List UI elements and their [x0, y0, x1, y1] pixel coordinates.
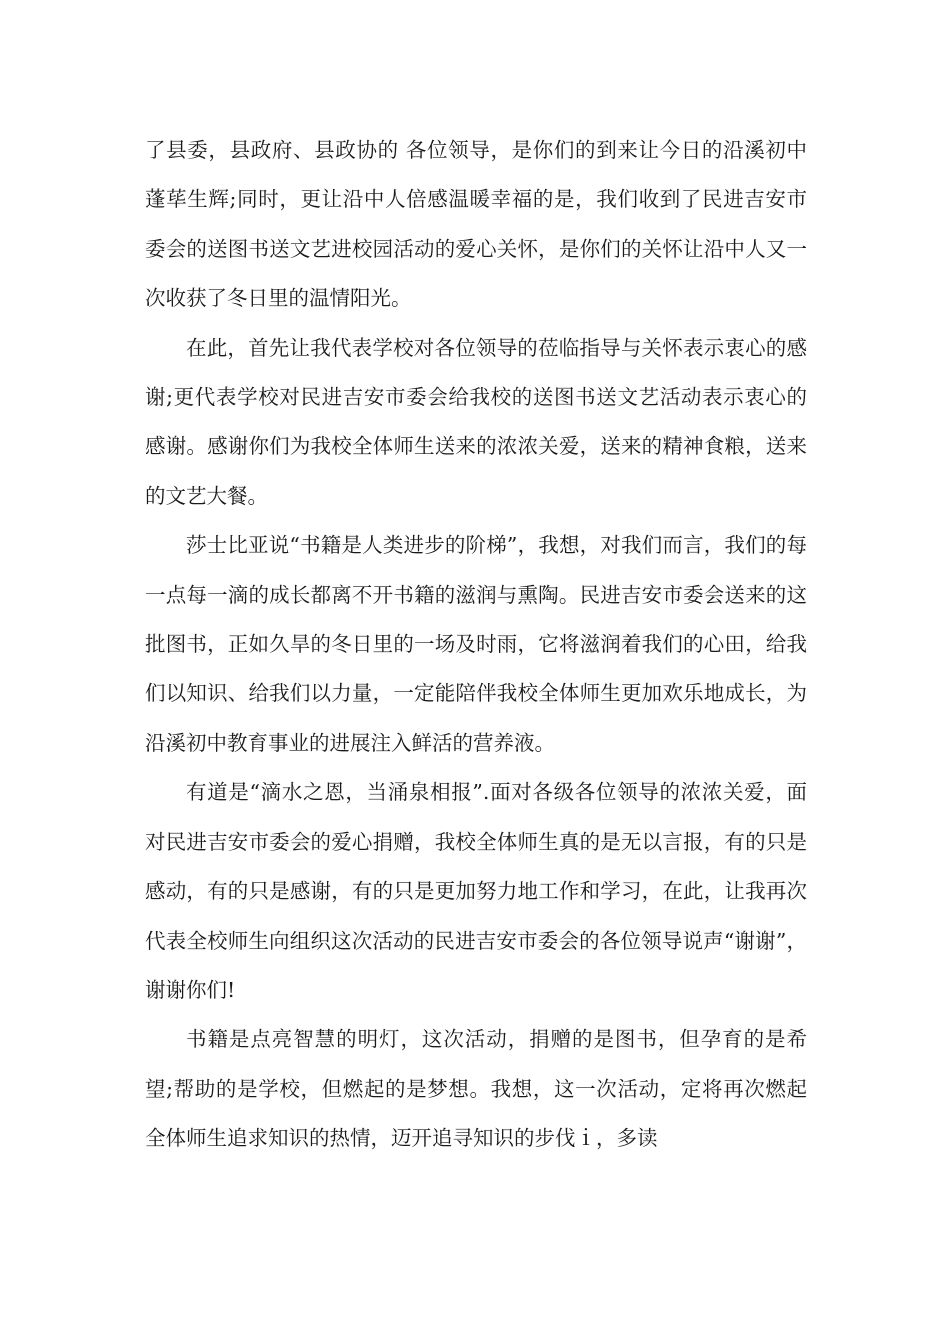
paragraph-3: 莎士比亚说“书籍是人类进步的阶梯”，我想，对我们而言，我们的每一点每一滴的成长都离不开书籍的滋润与熏陶。民进吉安市委会送来的这批图书，正如久旱的冬日里的一场及时雨，它将滋润着我们的心田，给我们以知识、给我们以力量，一定能陪伴我校全体师生更加欢乐地成长，为沿溪初中教育事业的进展注入鲜活的营养液。 — [145, 533, 807, 755]
paragraph-4: 有道是“滴水之恩，当涌泉相报”.面对各级各位领导的浓浓关爱，面对民进吉安市委会的爱心捐赠，我校全体师生真的是无以言报，有的只是感动，有的只是感谢，有的只是更加努力地工作和学习，在此，让我再次代表全校师生向组织这次活动的民进吉安市委会的各位领导说声“谢谢”，谢谢你们! — [145, 780, 807, 1002]
paragraph-5: 书籍是点亮智慧的明灯，这次活动，捐赠的是图书，但孕育的是希望;帮助的是学校，但燃起的是梦想。我想，这一次活动，定将再次燃起全体师生追求知识的热情，迈开追寻知识的步伐ｉ，多读 — [145, 1027, 807, 1151]
paragraph-1: 了县委，县政府、县政协的 各位领导，是你们的到来让今日的沿溪初中蓬荜生辉;同时，更让沿中人倍感温暖幸福的是，我们收到了民进吉安市委会的送图书送文艺进校园活动的爱心关怀，是你们的关怀让沿中人又一次收获了冬日里的温情阳光。 — [145, 138, 807, 311]
document-body — [145, 126, 807, 1164]
paragraph-2: 在此，首先让我代表学校对各位领导的莅临指导与关怀表示衷心的感谢;更代表学校对民进吉安市委会给我校的送图书送文艺活动表示衷心的感谢。感谢你们为我校全体师生送来的浓浓关爱，送来的精神食粮，送来的文艺大餐。 — [145, 335, 807, 508]
